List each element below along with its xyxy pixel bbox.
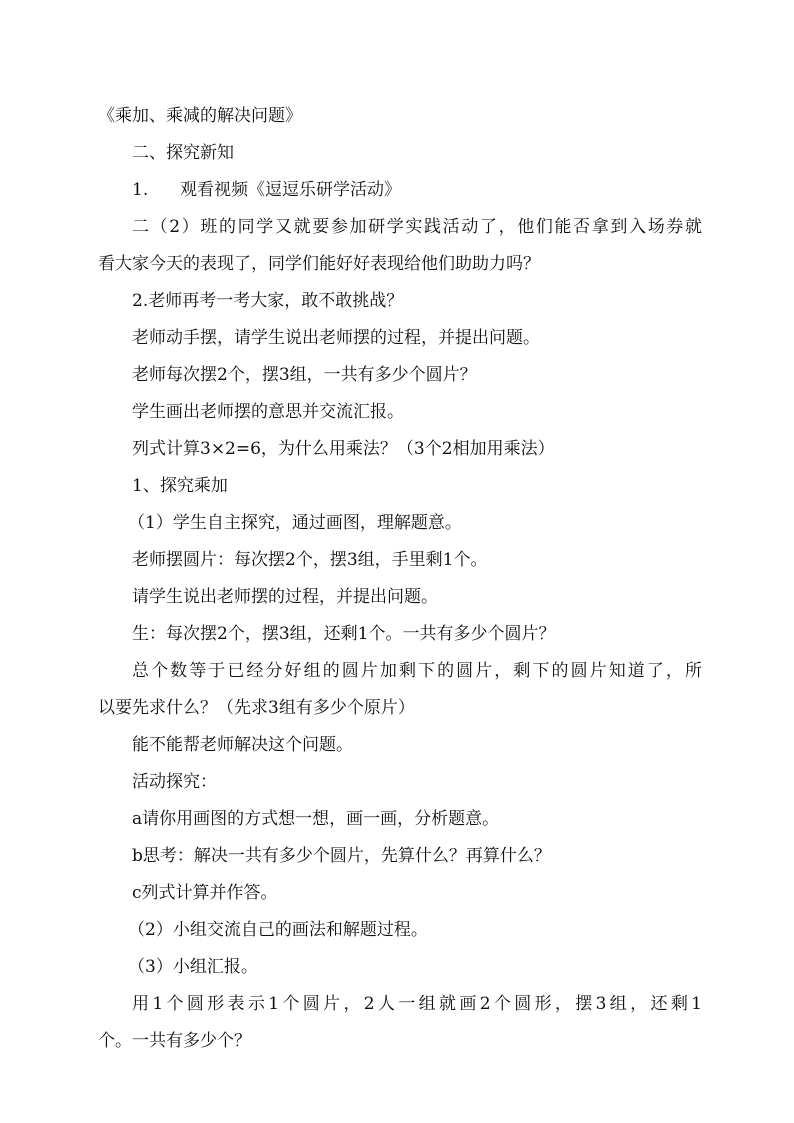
- subsection-heading: 1、探究乘加: [132, 476, 228, 496]
- list-item-text: 观看视频《逗逗乐研学活动》: [180, 180, 401, 200]
- paragraph-line: （3）小组汇报。: [128, 957, 258, 977]
- paragraph-line: 请学生说出老师摆的过程，并提出问题。: [132, 587, 438, 607]
- paragraph-line: 生：每次摆2个，摆3组，还剩1个。一共有多少个圆片？: [132, 624, 556, 644]
- document-body: [98, 102, 702, 1056]
- paragraph-line: 总个数等于已经分好组的圆片加剩下的圆片，剩下的圆片知道了，所: [132, 661, 702, 681]
- paragraph-line: 老师摆圆片：每次摆2个，摆3组，手里剩1个。: [132, 550, 488, 570]
- paragraph-line: 看大家今天的表现了，同学们能好好表现给他们助助力吗？: [98, 254, 540, 274]
- paragraph-line: （2）小组交流自己的画法和解题过程。: [128, 920, 428, 940]
- paragraph-line: 个。一共有多少个？: [98, 1031, 251, 1051]
- paragraph-line: a请你用画图的方式想一想，画一画，分析题意。: [132, 809, 500, 829]
- paragraph-line: 用1个圆形表示1个圆片，2人一组就画2个圆形，摆3组，还剩1: [132, 994, 702, 1014]
- paragraph-line: 学生画出老师摆的意思并交流汇报。: [132, 402, 404, 422]
- paragraph-line: 二（2）班的同学又就要参加研学实践活动了，他们能否拿到入场券就: [132, 217, 702, 237]
- paragraph-line: b思考：解决一共有多少个圆片，先算什么？再算什么？: [132, 846, 551, 866]
- paragraph-line: 能不能帮老师解决这个问题。: [132, 735, 353, 755]
- list-number: 1.: [132, 180, 149, 200]
- paragraph-line: 以要先求什么？（先求3组有多少个原片）: [98, 698, 415, 718]
- paragraph-line: c列式计算并作答。: [132, 883, 278, 903]
- list-item: [98, 176, 702, 205]
- lesson-title: 《乘加、乘减的解决问题》: [98, 106, 302, 126]
- paragraph-line: （1）学生自主探究，通过画图，理解题意。: [128, 513, 462, 533]
- paragraph-line: 2.老师再考一考大家，敢不敢挑战？: [132, 291, 404, 311]
- section-heading: 二、探究新知: [132, 143, 234, 163]
- paragraph-line: 列式计算3×2=6，为什么用乘法？（3个2相加用乘法）: [132, 439, 555, 459]
- paragraph-line: 活动探究：: [132, 772, 217, 792]
- paragraph-line: 老师每次摆2个，摆3组，一共有多少个圆片？: [132, 365, 477, 385]
- paragraph-line: 老师动手摆，请学生说出老师摆的过程，并提出问题。: [132, 328, 540, 348]
